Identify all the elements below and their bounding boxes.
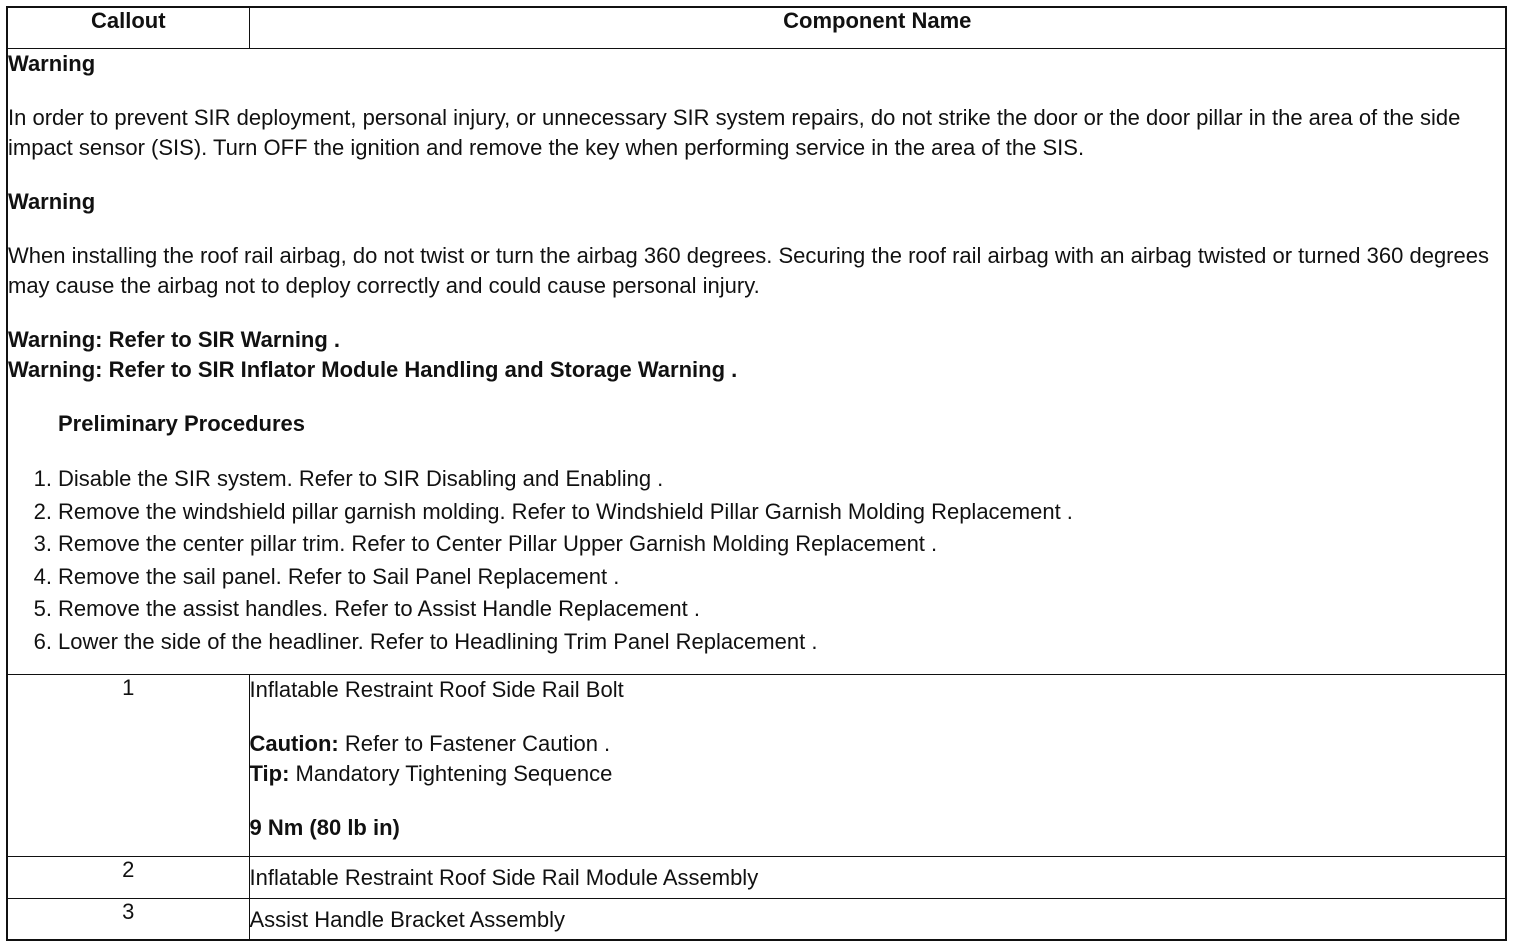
tip-line: Tip: Mandatory Tightening Sequence [249, 761, 613, 786]
warning-text: When installing the roof rail airbag, do not twist or turn the airbag 360 degrees. Securing the roof rail airbag with an airbag twisted or turned 360 degrees may cause the airbag not to deploy correctly and could cause personal injury. [8, 243, 1489, 298]
list-item: 5. Remove the assist handles. Refer to Assist Handle Replacement . [33, 596, 700, 622]
table-row [8, 675, 1505, 857]
list-item: 4. Remove the sail panel. Refer to Sail Panel Replacement . [33, 563, 620, 589]
warning-title: Warning [8, 51, 96, 76]
preliminary-steps-list [8, 463, 1505, 659]
list-item: 1. Disable the SIR system. Refer to SIR Disabling and Enabling . [33, 466, 664, 491]
header-callout: Callout [8, 8, 249, 49]
intro-row [8, 49, 1505, 675]
component-name: Assist Handle Bracket Assembly [249, 899, 1505, 941]
caution-line: Caution: Refer to Fastener Caution . [249, 731, 611, 756]
callout-number: 1 [8, 675, 249, 857]
header-row [8, 8, 1505, 49]
list-item: 2. Remove the windshield pillar garnish molding. Refer to Windshield Pillar Garnish Molding Replacement . [33, 498, 1073, 524]
callout-number: 3 [8, 899, 249, 941]
table-row [8, 857, 1505, 899]
warning-title: Warning [8, 189, 96, 214]
document-page [6, 6, 1507, 941]
component-cell [249, 675, 1505, 857]
warning-reference: Warning: Refer to SIR Inflator Module Handling and Storage Warning . [8, 357, 738, 382]
callout-number: 2 [8, 857, 249, 899]
component-name: Inflatable Restraint Roof Side Rail Module Assembly [249, 857, 1505, 899]
warning-reference: Warning: Refer to SIR Warning . [8, 327, 341, 352]
header-component-name: Component Name [249, 8, 1505, 49]
table-row [8, 899, 1505, 941]
list-item: 6. Lower the side of the headliner. Refer to Headlining Trim Panel Replacement . [33, 628, 818, 654]
warning-text: In order to prevent SIR deployment, personal injury, or unnecessary SIR system repairs, do not strike the door or the door pillar in the area of the side impact sensor (SIS). Turn OFF the ignition and remove the key when performing service in the area of the SIS. [8, 105, 1461, 160]
list-item: 3. Remove the center pillar trim. Refer to Center Pillar Upper Garnish Molding Replacement . [33, 531, 938, 557]
preliminary-procedures-title: Preliminary Procedures [58, 411, 306, 436]
torque-spec: 9 Nm (80 lb in) [249, 815, 400, 840]
component-table [8, 8, 1505, 941]
component-name: Inflatable Restraint Roof Side Rail Bolt [249, 677, 624, 702]
intro-cell [8, 49, 1505, 675]
